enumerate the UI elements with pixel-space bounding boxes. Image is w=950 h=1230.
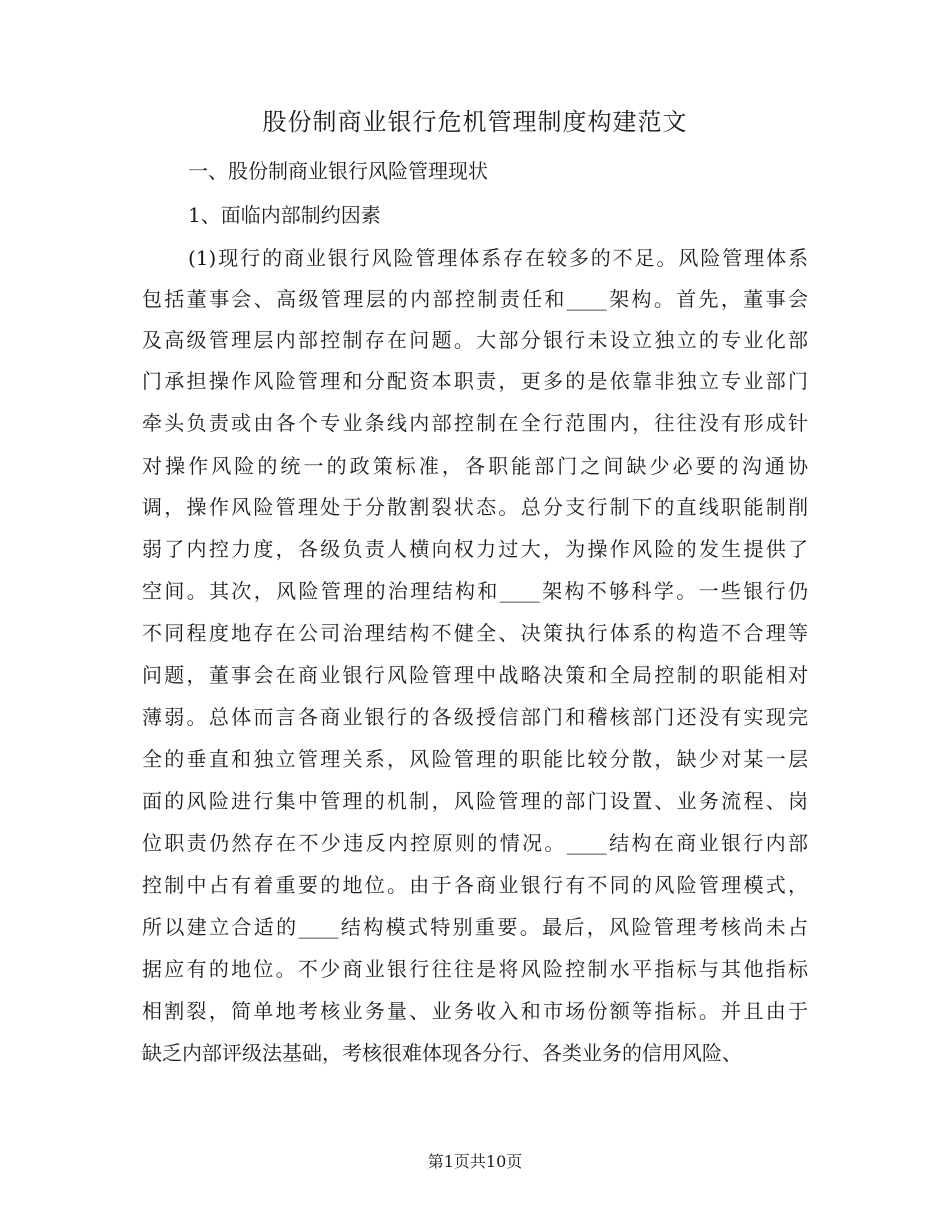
paragraph-line: 全的垂直和独立管理关系，风险管理的职能比较分散，缺少对某一层 [142,747,808,771]
paragraph-line: 包括董事会、高级管理层的内部控制责任和____架构。首先，董事会 [142,287,808,311]
paragraph-line: 对操作风险的统一的政策标准，各职能部门之间缺少必要的沟通协 [142,454,808,478]
paragraph-line: 所以建立合适的____结构模式特别重要。最后，风险管理考核尚未占 [142,915,808,939]
page-number: 第1页共10页 [427,1152,523,1171]
paragraph-line: (1)现行的商业银行风险管理体系存在较多的不足。风险管理体系 [188,246,808,270]
paragraph-line: 牵头负责或由各个专业条线内部控制在全行范围内，往往没有形成针 [142,411,808,435]
paragraph-line: 位职责仍然存在不少违反内控原则的情况。____结构在商业银行内部 [142,831,808,855]
document-title: 股份制商业银行危机管理制度构建范文 [262,108,688,136]
paragraph-line: 缺乏内部评级法基础，考核很难体现各分行、各类业务的信用风险、 [142,1041,742,1065]
paragraph-line: 相割裂，简单地考核业务量、业务收入和市场份额等指标。并且由于 [142,999,808,1023]
paragraph-line: 门承担操作风险管理和分配资本职责，更多的是依靠非独立专业部门 [142,369,808,393]
subsection-heading: 1、面临内部制约因素 [188,203,381,227]
paragraph-line: 问题，董事会在商业银行风险管理中战略决策和全局控制的职能相对 [142,663,808,687]
section-heading: 一、股份制商业银行风险管理现状 [188,159,488,183]
paragraph-line: 空间。其次，风险管理的治理结构和____架构不够科学。一些银行仍 [142,579,808,603]
paragraph-line: 调，操作风险管理处于分散割裂状态。总分支行制下的直线职能制削 [142,495,808,519]
paragraph-line: 不同程度地存在公司治理结构不健全、决策执行体系的构造不合理等 [142,621,808,645]
paragraph-line: 面的风险进行集中管理的机制，风险管理的部门设置、业务流程、岗 [142,789,808,813]
paragraph-line: 薄弱。总体而言各商业银行的各级授信部门和稽核部门还没有实现完 [142,705,808,729]
paragraph-line: 及高级管理层内部控制存在问题。大部分银行未设立独立的专业化部 [142,328,808,352]
paragraph-line: 控制中占有着重要的地位。由于各商业银行有不同的风险管理模式， [142,873,808,897]
paragraph-line: 据应有的地位。不少商业银行往往是将风险控制水平指标与其他指标 [142,957,808,981]
paragraph-line: 弱了内控力度，各级负责人横向权力过大，为操作风险的发生提供了 [142,537,808,561]
